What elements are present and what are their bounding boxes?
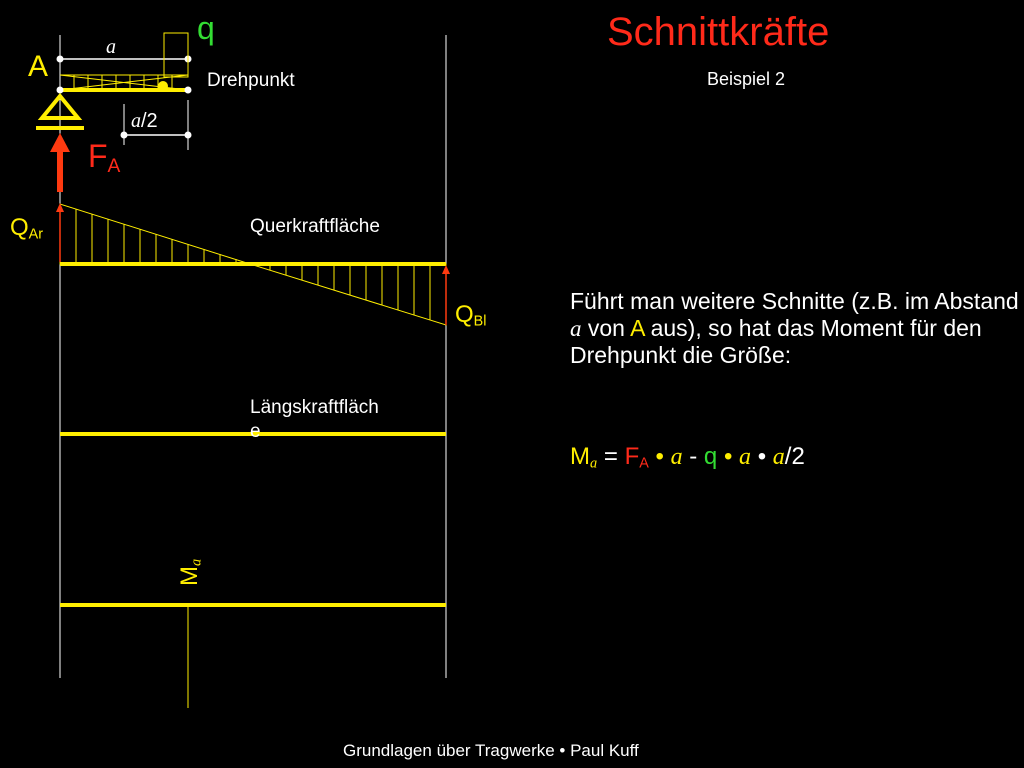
slide-footer: Grundlagen über Tragwerke • Paul Kuff [343, 741, 639, 760]
pivot-label: Drehpunkt [207, 70, 295, 91]
dimension-dot [121, 132, 128, 139]
load-label-q: q [197, 10, 215, 46]
beam-end-dot [57, 87, 64, 94]
support-label-A: A [28, 50, 49, 83]
shear-label-QBl: $Q_{Bl}$ [455, 301, 487, 330]
dimension-dot [57, 56, 64, 63]
shear-arrow-right-head [442, 265, 450, 274]
explanation-paragraph: Führt man weitere Schnitte (z.B. im Abstand a von A aus), so hat das Moment für den Drehpunkt die Größe: [570, 288, 1019, 368]
load-frame [164, 33, 188, 77]
slide-subtitle: Beispiel 2 [707, 69, 786, 89]
dimension-label-half-a: a/2 [131, 110, 158, 132]
shear-arrow-left-head [56, 203, 64, 212]
beam-end-dot [185, 87, 192, 94]
normal-force-area-label: Längskraftfläch e [250, 397, 379, 442]
slide-title: Schnittkräfte [607, 10, 830, 54]
reaction-force-label: $F_A$ [88, 138, 121, 177]
shear-label-QAr: $Q_{Ar}$ [10, 214, 44, 243]
reaction-force-arrowhead [50, 133, 70, 152]
shear-triangle-positive [60, 204, 250, 264]
moment-label-Ma: $M_a$ [176, 558, 205, 586]
distributed-load-hatch [60, 75, 188, 90]
dimension-label-a: a [106, 36, 116, 58]
moment-formula: $M_a = F_A$ • a - q • a • a/2 [570, 443, 805, 472]
shear-area-label: Querkraftfläche [250, 216, 380, 237]
pivot-point-dot [158, 81, 168, 91]
shear-triangle-negative [250, 264, 446, 325]
